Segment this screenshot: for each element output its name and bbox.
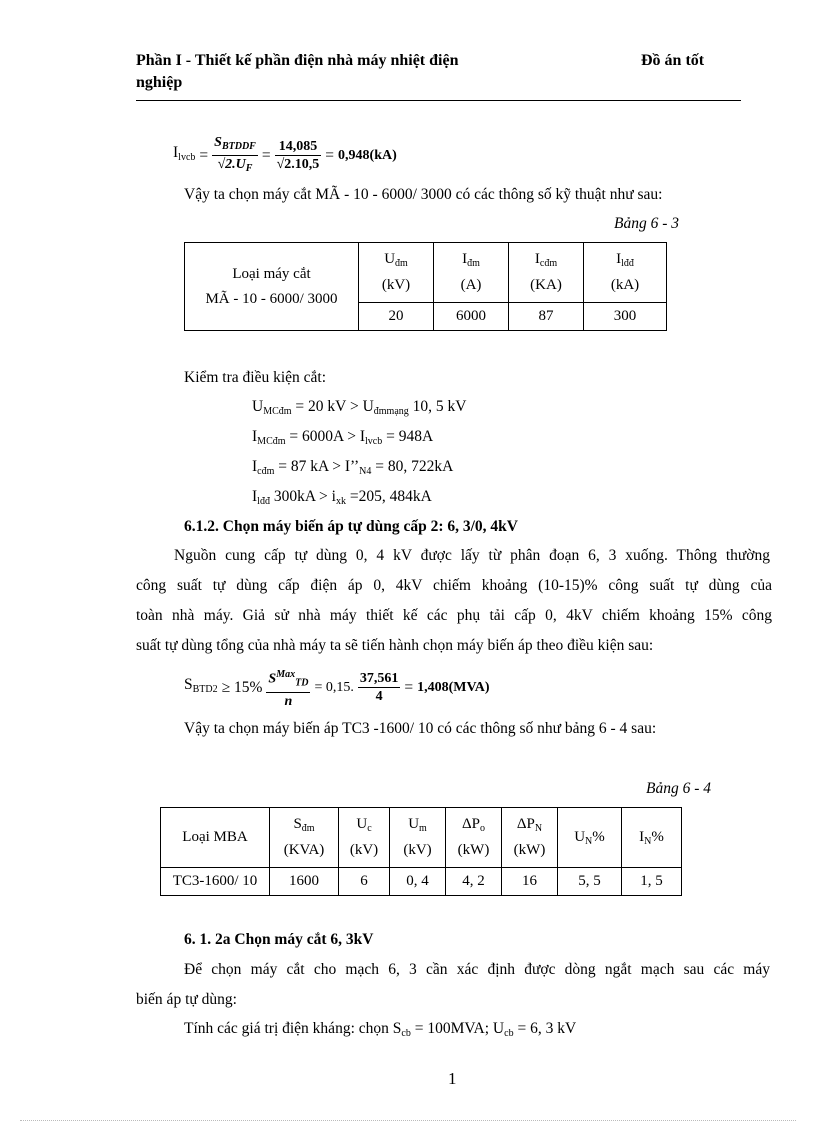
section-heading-6-1-2a: 6. 1. 2a Chọn máy cắt 6, 3kV xyxy=(184,931,374,948)
header-sdm: $S_{đm}$ (KVA) xyxy=(270,808,339,868)
paragraph-line: công suất tự dùng cấp điện áp 0, 4kV chiếm khoảng (10-15)% công suất tự dùng của xyxy=(136,577,772,594)
transformer-spec-table xyxy=(160,807,682,896)
breaker-type-label: Loại máy cắt xyxy=(232,265,311,282)
header-title: Phần I - Thiết kế phần điện nhà máy nhiệt điện xyxy=(136,52,459,69)
equals-sign: = xyxy=(261,146,271,164)
page-bottom-border xyxy=(20,1120,796,1121)
header-dpn: $\Delta P_N$ (kW) xyxy=(502,808,558,868)
header-dpo: $\Delta P_o$ (kW) xyxy=(446,808,502,868)
equals-sign: = xyxy=(325,146,335,164)
header-icdm: $I_{cđm}$ (KA) xyxy=(509,243,584,303)
table-cell: 16 xyxy=(502,868,558,896)
table-cell: 6000 xyxy=(434,303,509,331)
formula-lhs: $S_{BTD2}$ xyxy=(184,676,218,696)
paragraph-line: suất tự dùng tổng của nhà máy ta sẽ tiến hành chọn máy biến áp theo điều kiện sau: xyxy=(136,637,654,654)
breaker-spec-table xyxy=(184,242,667,331)
multiplier: = 0,15. xyxy=(314,679,354,695)
header-uc: $U_c$ (kV) xyxy=(339,808,390,868)
table-cell: 1, 5 xyxy=(622,868,682,896)
table-cell: 5, 5 xyxy=(558,868,622,896)
breaker-model: MÃ - 10 - 6000/ 3000 xyxy=(205,290,338,307)
header-in-percent: $I_N\%$ xyxy=(622,808,682,868)
header-ildd: $I_{lđđ}$ (kA) xyxy=(584,243,667,303)
paragraph-select-breaker: Vậy ta chọn máy cắt MÃ - 10 - 6000/ 3000 có các thông số kỹ thuật như sau: xyxy=(184,186,663,203)
equals-sign: = xyxy=(199,146,209,164)
formula-result: 1,408(MVA) xyxy=(417,679,490,695)
table-cell: 300 xyxy=(584,303,667,331)
table-cell: 1600 xyxy=(270,868,339,896)
header-idm: $I_{đm}$ (A) xyxy=(434,243,509,303)
paragraph-line: toàn nhà máy. Giả sử nhà máy thiết kế các phụ tải cấp 0, 4kV chiếm khoảng 15% công xyxy=(136,607,772,624)
breaker-type-cell xyxy=(185,243,359,331)
paragraph-reactance: Tính các giá trị điện kháng: chọn $S_{cb} = 100MVA$; $U_{cb} = 6$, 3 kV xyxy=(184,1020,577,1039)
header-um: $U_m$ (kV) xyxy=(390,808,446,868)
fraction-symbolic: $\frac{S^{Max}_{TD}}{n}$ xyxy=(266,666,310,710)
fraction-numeric: $\frac{37,561}{4}$ xyxy=(359,671,399,705)
page-number: 1 xyxy=(448,1069,457,1088)
fraction-symbolic: $\frac{S_{BTDDF}}{√2.U_F}$ xyxy=(214,135,256,174)
table-cell: 6 xyxy=(339,868,390,896)
comparison: ≥ 15% xyxy=(221,678,263,696)
fraction-numeric: $\frac{14,085}{√2.10,5}$ xyxy=(276,139,320,172)
table-cell: 20 xyxy=(359,303,434,331)
check-title: Kiểm tra điều kiện cắt: xyxy=(184,369,327,386)
transformer-type-label: Loại MBA xyxy=(161,808,270,868)
check-line: $U_{MCđm} = 20$ kV > $U_{đmmạng}$ 10, 5 kV xyxy=(252,398,467,417)
table-caption-6-4: Bảng 6 - 4 xyxy=(646,780,712,797)
header-title-continued: nghiệp xyxy=(136,74,183,91)
table-cell: 0, 4 xyxy=(390,868,446,896)
header-rule xyxy=(136,100,741,101)
equals-sign: = xyxy=(404,678,414,696)
formula-lvcb xyxy=(173,134,397,177)
table-caption-6-3: Bảng 6 - 3 xyxy=(614,215,680,232)
formula-result: 0,948(kA) xyxy=(338,147,397,163)
section-heading-6-1-2: 6.1.2. Chọn máy biến áp tự dùng cấp 2: 6, 3/0, 4kV xyxy=(184,518,518,535)
formula-lhs: $I_{lvcb}$ xyxy=(173,144,196,163)
header-right: Đồ án tốt xyxy=(641,52,705,69)
paragraph-line: Nguồn cung cấp tự dùng 0, 4 kV được lấy từ phân đoạn 6, 3 xuống. Thông thường xyxy=(174,547,770,564)
check-line: $I_{MCđm} = 6000A > I_{lvcb} = 948A$ xyxy=(252,428,434,447)
table-cell: 87 xyxy=(509,303,584,331)
table-cell: TC3-1600/ 10 xyxy=(161,868,270,896)
paragraph-select-transformer: Vậy ta chọn máy biến áp TC3 -1600/ 10 có các thông số như bảng 6 - 4 sau: xyxy=(184,720,657,737)
paragraph-line: Để chọn máy cắt cho mạch 6, 3 cần xác định được dòng ngắt mạch sau các máy xyxy=(184,961,770,978)
header-un-percent: $U_N\%$ xyxy=(558,808,622,868)
check-line: $I_{cđm} = 87$ kA > $I’’_{N4} = 80$, 722kA xyxy=(252,458,454,477)
check-line: $I_{lđđ}$ $300kA > i_{xk} =205$, 484kA xyxy=(252,488,432,507)
header-udm: $U_{đm}$ (kV) xyxy=(359,243,434,303)
paragraph-line: biến áp tự dùng: xyxy=(136,991,237,1008)
formula-sbtd2 xyxy=(184,666,490,710)
table-cell: 4, 2 xyxy=(446,868,502,896)
